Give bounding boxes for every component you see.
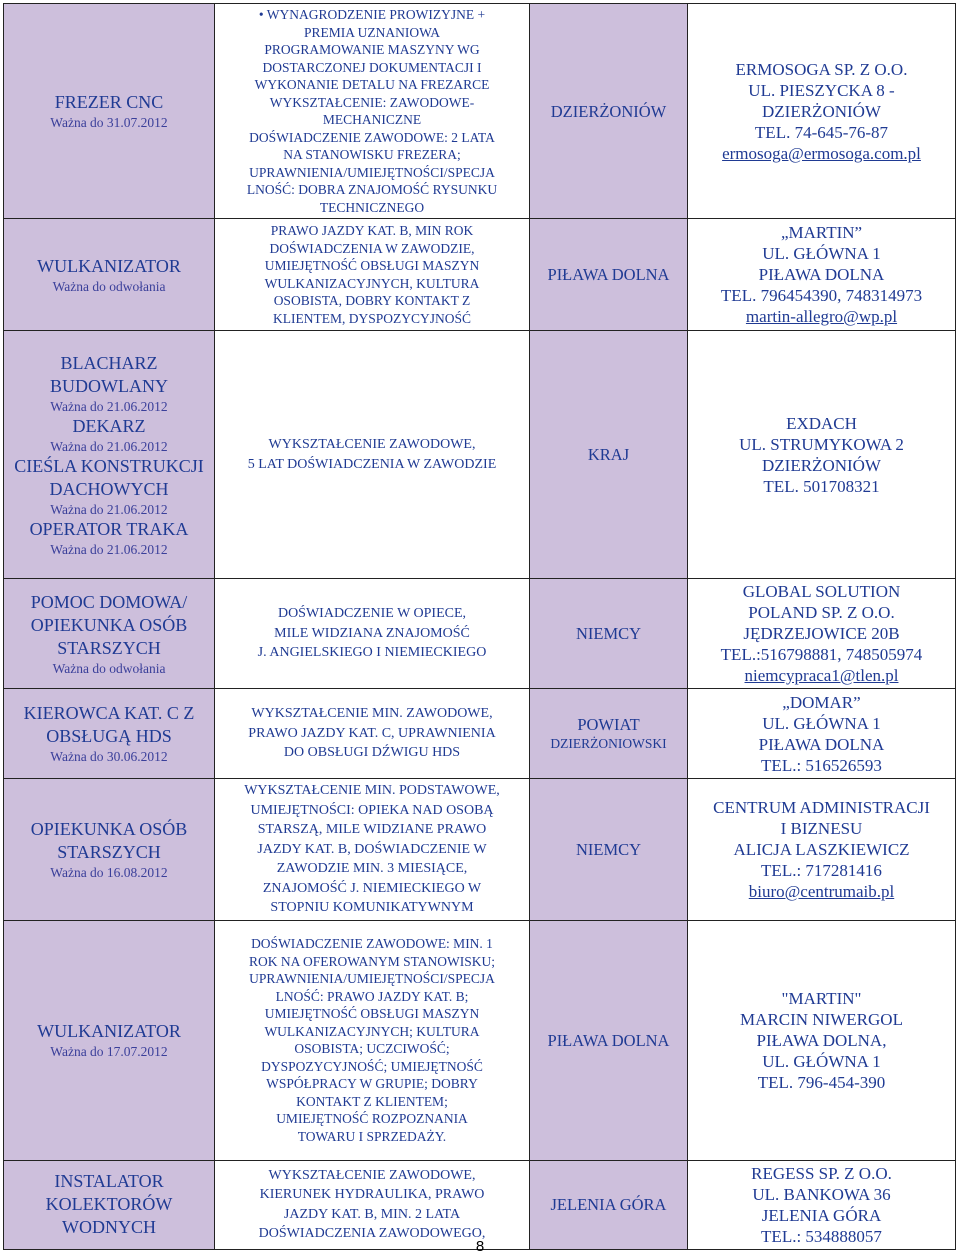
position-title: OPERATOR TRAKA [29,518,189,539]
employer-line: GLOBAL SOLUTION [742,582,901,601]
location-text: DZIERŻONIÓW [550,101,667,121]
position-cell [4,689,215,779]
requirement-line: MECHANICZNE [322,112,422,127]
employer-line: DZIERŻONIÓW [762,455,881,475]
requirement-line: PROGRAMOWANIE MASZYNY WG [264,42,480,57]
employer-line: I BIZNESU [780,818,863,838]
table-row [4,331,956,579]
employer-cell [688,4,956,219]
employer-cell [688,920,956,1160]
requirement-line: STARSZĄ, MILE WIDZIANE PRAWO [257,822,487,837]
employer-line: PIŁAWA DOLNA [758,265,885,284]
location-cell [530,1160,688,1249]
employer-line: UL. GŁÓWNA 1 [762,713,881,733]
employer-line: ERMOSOGA SP. Z O.O. [735,59,908,79]
position-cell [4,331,215,579]
requirement-line: JAZDY KAT. B, DOŚWIADCZENIE W [257,841,487,857]
requirement-line: TECHNICZNEGO [319,199,425,215]
requirement-line: ZAWODZIE MIN. 3 MIESIĄCE, [276,861,468,876]
employer-line: EXDACH [786,413,857,433]
employer-line: PIŁAWA DOLNA, [756,1030,887,1050]
position-title: OPIEKUNKA OSÓB STARSZYCH [30,818,188,862]
employer-line: CENTRUM ADMINISTRACJI [713,797,930,817]
table-row [4,1160,956,1249]
location-text: JELENIA GÓRA [550,1195,667,1214]
requirement-line: WSPÓŁPRACY W GRUPIE; DOBRY [266,1076,478,1091]
requirement-line: DO OBSŁUGI DŹWIGU HDS [283,745,461,761]
requirement-line: 5 LAT DOŚWIADCZENIA W ZAWODZIE [247,456,497,472]
employer-line: UL. STRUMYKOWA 2 [739,434,904,454]
employer-line: TEL.:516798881, 748505974 [720,645,923,664]
requirement-line: WULKANIZACYJNYCH, KULTURA [264,275,480,291]
validity-date: Ważna do odwołania [52,278,166,294]
table-row [4,579,956,689]
employer-line: POLAND SP. Z O.O. [748,603,895,622]
requirement-line: UMIEJĘTNOŚĆ OBSŁUGI MASZYN [264,258,480,273]
validity-date: Ważna do 21.06.2012 [50,398,168,414]
employer-line: TEL. 796-454-390 [757,1072,886,1092]
employer-line: TEL.: 516526593 [761,755,882,775]
validity-date: Ważna do 16.08.2012 [50,864,168,880]
requirement-line: DOŚWIADCZENIA W ZAWODZIE, [269,240,475,256]
employer-cell [688,579,956,689]
employer-line: JĘDRZEJOWICE 20B [743,624,900,643]
position-title: CIEŚLA KONSTRUKCJI DACHOWYCH [14,455,204,499]
employer-line: TEL. 74-645-76-87 [754,122,889,142]
requirement-line: MILE WIDZIANA ZNAJOMOŚĆ [274,625,470,641]
location-text: POWIAT [577,715,640,734]
page-number: 8 [475,1238,485,1255]
table-row [4,920,956,1160]
position-cell [4,219,215,331]
validity-date: Ważna do 30.06.2012 [50,749,168,764]
requirement-line: JAZDY KAT. B, MIN. 2 LATA [283,1206,461,1222]
requirements-cell [215,920,530,1160]
employer-cell [688,1160,956,1249]
requirement-line: KONTAKT Z KLIENTEM; [296,1093,448,1109]
employer-line: MARCIN NIWERGOL [740,1009,903,1029]
requirement-line: STOPNIU KOMUNIKATYWNYM [270,900,474,915]
requirement-line: UMIEJĘTNOŚĆ OBSŁUGI MASZYN [264,1006,480,1021]
requirement-line: UPRAWNIENIA/UMIEJĘTNOŚCI/SPECJA [249,971,495,986]
requirement-line: WYKONANIE DETALU NA FREZARCE [254,77,490,92]
requirement-line: WULKANIZACYJNYCH; KULTURA [264,1023,480,1039]
validity-date: Ważna do 17.07.2012 [50,1044,168,1059]
location-cell [530,331,688,579]
requirement-line: DOŚWIADCZENIE W OPIECE, [277,606,467,622]
employer-line: TEL.: 534888057 [761,1226,882,1246]
employer-line: TEL.: 717281416 [761,860,882,880]
requirements-cell [215,779,530,921]
validity-date: Ważna do odwołania [52,660,166,676]
position-title: INSTALATOR KOLEKTORÓW WODNYCH [45,1171,173,1237]
table-row [4,4,956,219]
location-cell [530,689,688,779]
requirement-line: WYKSZTAŁCENIE MIN. PODSTAWOWE, [244,783,500,798]
location-text: NIEMCY [575,839,642,859]
requirement-line: PREMIA UZNANIOWA [303,24,441,40]
employer-line: TEL. 501708321 [763,476,880,496]
employer-line: JELENIA GÓRA [761,1205,882,1225]
location-cell [530,579,688,689]
requirement-line: WYKSZTAŁCENIE MIN. ZAWODOWE, [251,706,493,722]
employer-cell [688,219,956,331]
requirement-line: DOSTARCZONEJ DOKUMENTACJI I [262,59,482,75]
requirement-line: • WYNAGRODZENIE PROWIZYJNE + [218,6,526,24]
position-title: BLACHARZ BUDOWLANY [50,352,168,396]
requirement-line: WYKSZTAŁCENIE: ZAWODOWE- [269,94,475,110]
location-cell [530,920,688,1160]
requirement-line: WYKSZTAŁCENIE ZAWODOWE, [268,437,476,452]
requirement-line: J. ANGIELSKIEGO I NIEMIECKIEGO [257,645,487,661]
requirement-line: UMIEJĘTNOŚCI: OPIEKA NAD OSOBĄ [250,802,494,818]
table-row [4,779,956,921]
validity-date: Ważna do 21.06.2012 [50,541,168,557]
location-text: KRAJ [587,445,630,464]
requirement-line: ZNAJOMOŚĆ J. NIEMIECKIEGO W [262,880,482,896]
location-text: NIEMCY [575,624,642,643]
employer-line: DZIERŻONIÓW [762,101,881,121]
position-title: WULKANIZATOR [37,1021,181,1041]
employer-cell [688,689,956,779]
requirement-line: PRAWO JAZDY KAT. C, UPRAWNIENIA [248,725,496,741]
validity-date: Ważna do 21.06.2012 [50,501,168,517]
requirement-line: DOŚWIADCZENIA ZAWODOWEGO, [258,1226,486,1241]
requirement-line: ROK NA OFEROWANYM STANOWISKU; [248,953,496,969]
position-title: WULKANIZATOR [37,255,181,276]
position-title: KIEROWCA KAT. C Z OBSŁUGĄ HDS [23,703,195,746]
employer-line: „MARTIN” [780,223,863,242]
employer-line: UL. BANKOWA 36 [752,1184,891,1204]
employer-email-link[interactable]: ermosoga@ermosoga.com.pl [722,143,921,163]
location-cell [530,4,688,219]
requirement-line: KIERUNEK HYDRAULIKA, PRAWO [259,1187,485,1202]
validity-date: Ważna do 21.06.2012 [50,438,168,454]
employer-line: PIŁAWA DOLNA [758,734,885,754]
requirement-line: OSOBISTA; UCZCIWOŚĆ; [294,1041,450,1056]
requirements-cell [215,1160,530,1249]
requirement-line: LNOŚĆ: DOBRA ZNAJOMOŚĆ RYSUNKU [246,182,498,197]
table-row [4,689,956,779]
location-cell [530,219,688,331]
requirement-line: UPRAWNIENIA/UMIEJĘTNOŚCI/SPECJA [249,164,495,180]
requirement-line: WYKSZTAŁCENIE ZAWODOWE, [268,1167,476,1183]
location-text: PIŁAWA DOLNA [547,1030,670,1050]
requirement-line: UMIEJĘTNOŚĆ ROZPOZNANIA [276,1111,468,1126]
employer-line: "MARTIN" [781,988,862,1008]
requirement-line: DOŚWIADCZENIE ZAWODOWE: 2 LATA [249,129,495,145]
table-row [4,219,956,331]
requirement-line: PRAWO JAZDY KAT. B, MIN ROK [270,223,474,238]
requirement-line: KLIENTEM, DYSPOZYCYJNOŚĆ [272,310,471,326]
requirements-cell [215,4,530,219]
requirement-line: DYSPOZYCYJNOŚĆ; UMIEJĘTNOŚĆ [261,1058,483,1074]
employer-line: „DOMAR” [782,692,861,712]
position-title: FREZER CNC [54,92,164,112]
requirement-line: OSOBISTA, DOBRY KONTAKT Z [273,293,471,308]
requirement-line: DOŚWIADCZENIE ZAWODOWE: MIN. 1 [251,936,493,951]
location-text: PIŁAWA DOLNA [547,265,670,284]
employer-cell [688,779,956,921]
position-cell [4,4,215,219]
job-offers-table [3,3,956,1250]
requirements-cell [215,689,530,779]
employer-email-link[interactable]: martin-allegro@wp.pl [745,307,898,326]
requirement-line: LNOŚĆ: PRAWO JAZDY KAT. B; [275,988,469,1004]
employer-cell [688,331,956,579]
position-cell [4,779,215,921]
location-subtext: DZIERŻONIOWSKI [550,736,667,751]
employer-email-link[interactable]: biuro@centrumaib.pl [748,881,895,901]
requirements-cell [215,219,530,331]
requirement-line: NA STANOWISKU FREZERA; [283,147,461,162]
position-cell [4,1160,215,1249]
employer-line: UL. GŁÓWNA 1 [762,1051,881,1071]
employer-email-link[interactable]: niemcypraca1@tlen.pl [744,666,899,685]
location-cell [530,779,688,921]
requirement-line: TOWARU I SPRZEDAŻY. [297,1128,447,1144]
employer-line: TEL. 796454390, 748314973 [720,286,923,305]
employer-line: ALICJA LASZKIEWICZ [733,839,910,859]
validity-date: Ważna do 31.07.2012 [50,115,168,130]
position-cell [4,920,215,1160]
employer-line: UL. PIESZYCKA 8 - [748,80,895,100]
position-title: DEKARZ [72,415,146,436]
employer-line: UL. GŁÓWNA 1 [762,244,881,263]
position-title: POMOC DOMOWA/ OPIEKUNKA OSÓB STARSZYCH [30,591,188,658]
requirements-cell [215,331,530,579]
requirements-cell [215,579,530,689]
employer-line: REGESS SP. Z O.O. [751,1163,892,1183]
position-cell [4,579,215,689]
